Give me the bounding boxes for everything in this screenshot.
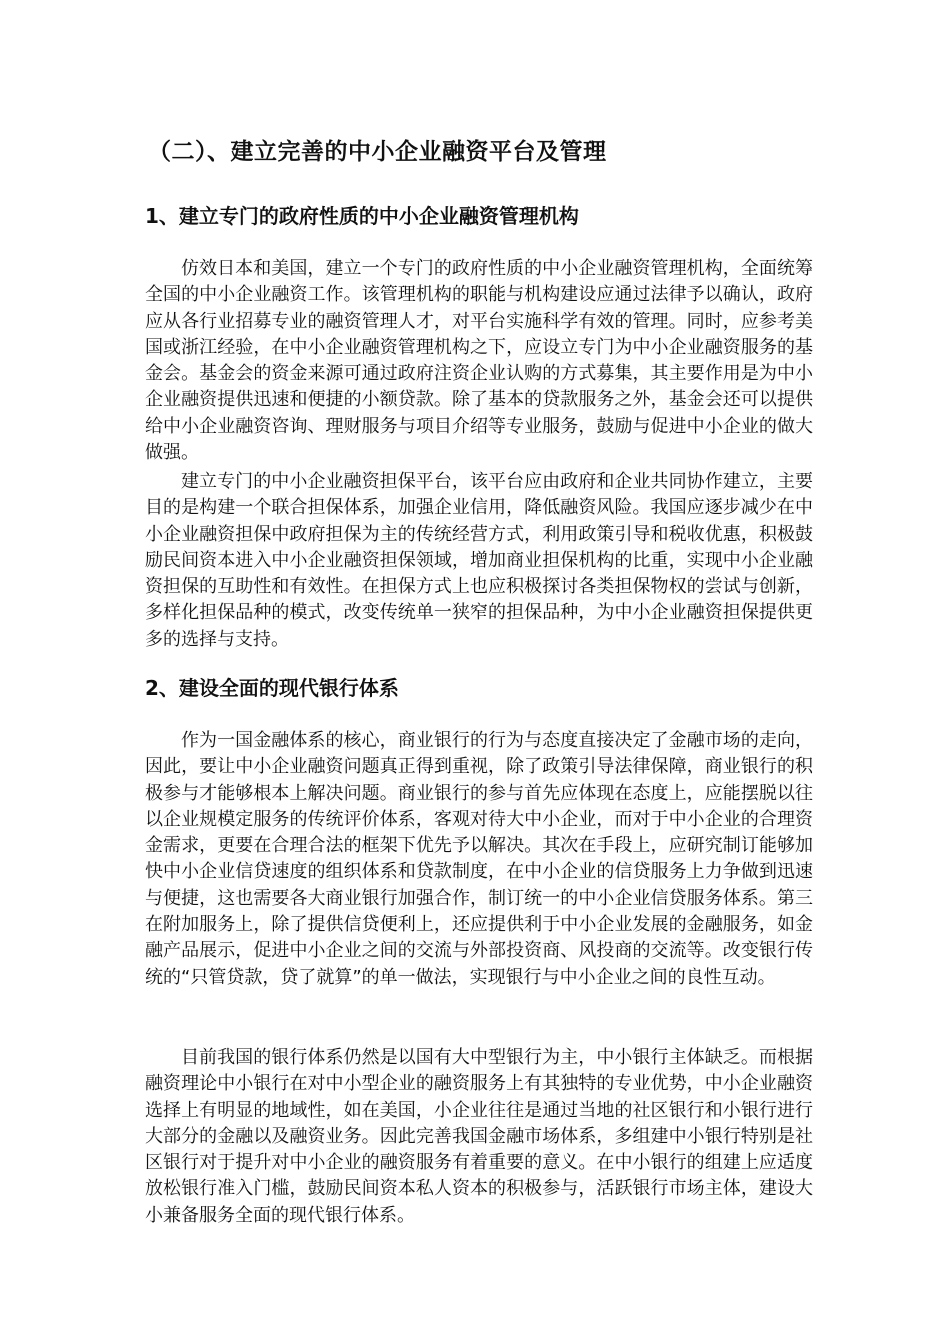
paragraph: 作为一国金融体系的核心，商业银行的行为与态度直接决定了金融市场的走向，因此，要让中小企业融资问题真正得到重视，除了政策引导法律保障，商业银行的积极参与才能够根本上解决问题。商业银行的参与首先应体现在态度上，应能摆脱以往以企业规模定服务的传统评价体系，客观对待大中小企业，而对于中小企业的合理资金需求，更要在合理合法的框架下优先予以解决。其次在手段上，应研究制订能够加快中小企业信贷速度的组织体系和贷款制度，在中小企业的信贷服务上力争做到迅速与便捷，这也需要各大商业银行加强合作，制订统一的中小企业信贷服务体系。第三在附加服务上，除了提供信贷便利上，还应提供利于中小企业发展的金融服务，如金融产品展示，促进中小企业之间的交流与外部投资商、风投商的交流等。改变银行传统的“只管贷款，贷了就算”的单一做法，实现银行与中小企业之间的良性互动。	[145, 730, 813, 988]
subsection-heading-2: 2、建设全面的现代银行体系	[145, 676, 399, 700]
paragraph: 目前我国的银行体系仍然是以国有大中型银行为主，中小银行主体缺乏。而根据融资理论中小银行在对中小型企业的融资服务上有其独特的专业优势，中小企业融资选择上有明显的地域性，如在美国，小企业往往是通过当地的社区银行和小银行进行大部分的金融以及融资业务。因此完善我国金融市场体系，多组建中小银行特别是社区银行对于提升对中小企业的融资服务有着重要的意义。在中小银行的组建上应适度放松银行准入门槛，鼓励民间资本私人资本的积极参与，活跃银行市场主体，建设大小兼备服务全面的现代银行体系。	[145, 1047, 813, 1226]
paragraph: 仿效日本和美国，建立一个专门的政府性质的中小企业融资管理机构，全面统筹全国的中小企业融资工作。该管理机构的职能与机构建设应通过法律予以确认，政府应从各行业招募专业的融资管理人才，对平台实施科学有效的管理。同时，应参考美国或浙江经验，在中小企业融资管理机构之下，应设立专门为中小企业融资服务的基金会。基金会的资金来源可通过政府注资企业认购的方式募集，其主要作用是为中小企业融资提供迅速和便捷的小额贷款。除了基本的贷款服务之外，基金会还可以提供给中小企业融资咨询、理财服务与项目介绍等专业服务，鼓励与促进中小企业的做大做强。	[145, 258, 813, 464]
section-title: （二）、建立完善的中小企业融资平台及管理	[148, 139, 607, 165]
subsection-heading-1: 1、建立专门的政府性质的中小企业融资管理机构	[145, 204, 579, 228]
paragraph: 建立专门的中小企业融资担保平台，该平台应由政府和企业共同协作建立，主要目的是构建一个联合担保体系，加强企业信用，降低融资风险。我国应逐步减少在中小企业融资担保中政府担保为主的传统经营方式，利用政策引导和税收优惠，积极鼓励民间资本进入中小企业融资担保领域，增加商业担保机构的比重，实现中小企业融资担保的互助性和有效性。在担保方式上也应积极探讨各类担保物权的尝试与创新，多样化担保品种的模式，改变传统单一狭窄的担保品种，为中小企业融资担保提供更多的选择与支持。	[145, 471, 813, 650]
